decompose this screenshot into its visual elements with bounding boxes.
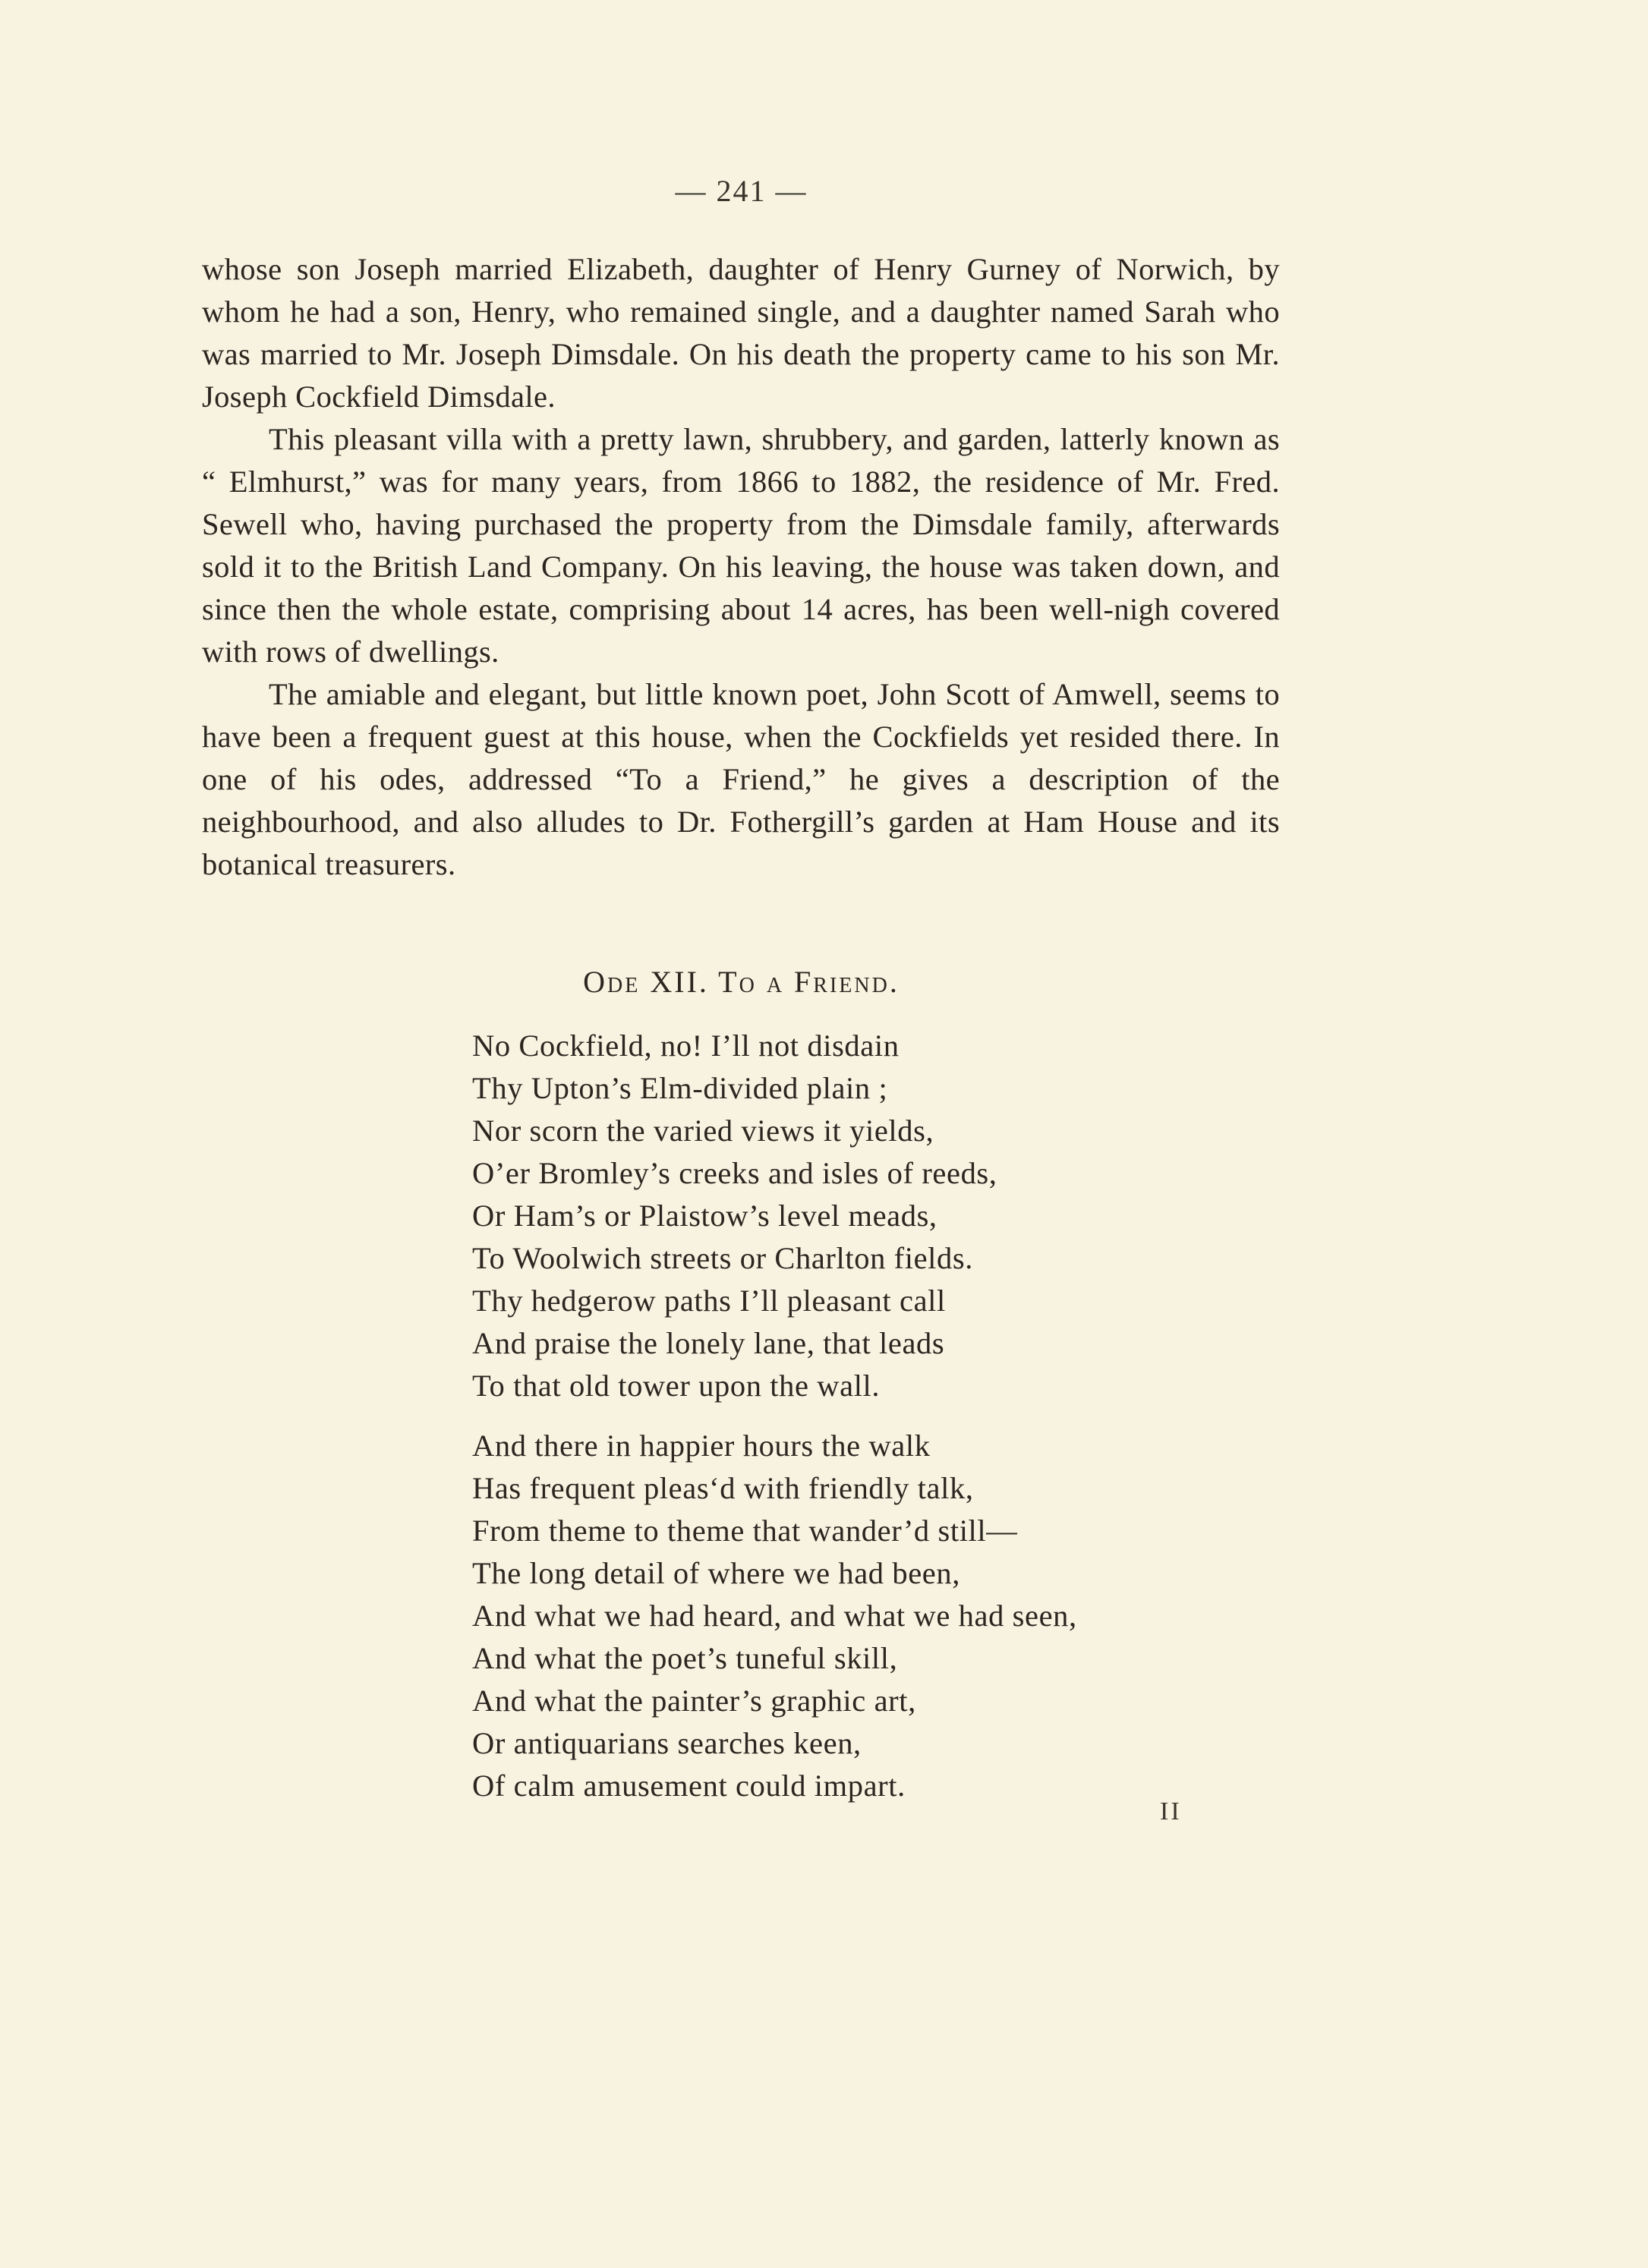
poem-line: Nor scorn the varied views it yields, <box>472 1114 934 1148</box>
poem-line: And praise the lonely lane, that leads <box>472 1326 945 1360</box>
poem-line: Of calm amusement could impart. <box>472 1769 906 1803</box>
stanza <box>472 1025 1077 1407</box>
poem <box>472 1025 1077 1825</box>
poem-line: O’er Bromley’s creeks and isles of reeds, <box>472 1156 997 1190</box>
poem-line: Has frequent pleas‘d with friendly talk, <box>472 1471 974 1505</box>
poem-line: The long detail of where we had been, <box>472 1556 960 1590</box>
poem-line: From theme to theme that wander’d still— <box>472 1514 1018 1548</box>
poem-line: To that old tower upon the wall. <box>472 1369 881 1403</box>
poem-line: Thy hedgerow paths I’ll pleasant call <box>472 1284 946 1318</box>
poem-line: And what the poet’s tuneful skill, <box>472 1641 898 1675</box>
poem-line: Thy Upton’s Elm-divided plain ; <box>472 1071 888 1105</box>
poem-line: Or Ham’s or Plaistow’s level meads, <box>472 1199 937 1233</box>
paragraph: This pleasant villa with a pretty lawn, shrubbery, and garden, latterly known as “ Elmhurst,” was for many years, from 1866 to 1882, the residence of Mr. Fred. Sewell who, having purchased the property from the Dimsdale family, afterwards sold it to the British Land Company. On his leaving, the house was taken down, and since then the whole estate, comprising about 14 acres, has been well-nigh covered with rows of dwellings. <box>202 422 1280 669</box>
poem-line: And what we had heard, and what we had seen, <box>472 1599 1077 1633</box>
poem-line: To Woolwich streets or Charlton fields. <box>472 1241 973 1275</box>
prose-body <box>202 248 1280 886</box>
poem-line: Or antiquarians searches keen, <box>472 1726 862 1760</box>
ode-title: Ode XII. To a Friend. <box>583 965 900 999</box>
poem-line: And there in happier hours the walk <box>472 1429 931 1463</box>
paragraph: whose son Joseph married Elizabeth, daughter of Henry Gurney of Norwich, by whom he had a son, Henry, who remained single, and a daughter named Sarah who was married to Mr. Joseph Dimsdale. On his death the property came to his son Mr. Joseph Cockfield Dimsdale. <box>202 252 1280 414</box>
poem-line: And what the painter’s graphic art, <box>472 1684 916 1718</box>
page-number: — 241 — <box>675 174 808 208</box>
signature-mark: II <box>1160 1797 1182 1825</box>
paragraph: The amiable and elegant, but little known poet, John Scott of Amwell, seems to have been a frequent guest at this house, when the Cockfields yet resided there. In one of his odes, addressed “To a Friend,” he gives a description of the neighbourhood, and also alludes to Dr. Fothergill’s garden at Ham House and its botanical treasurers. <box>202 677 1280 881</box>
poem-line: No Cockfield, no! I’ll not disdain <box>472 1028 900 1063</box>
stanza <box>472 1425 1077 1807</box>
